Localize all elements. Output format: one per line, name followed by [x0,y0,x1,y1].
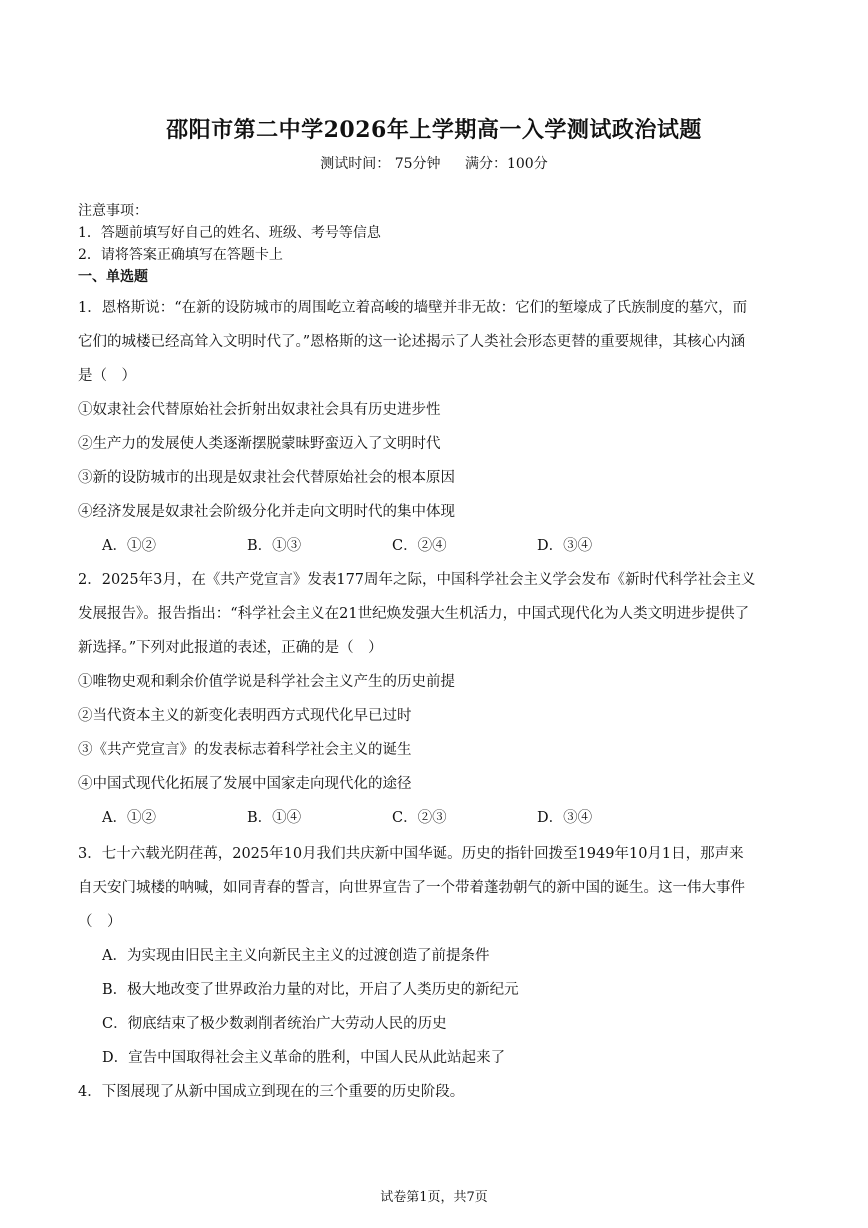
option-b: B．①④ [247,810,302,826]
score-label: 满分：100分 [464,156,548,172]
option-a: A．①② [102,810,156,826]
statement: ②当代资本主义的新变化表明西方式现代化早已过时 [78,708,412,724]
option-c: C．②④ [392,538,447,554]
option-d: D．③④ [537,810,593,826]
notice-item: 2．请将答案正确填写在答题卡上 [78,247,283,263]
statement: ③新的设防城市的出现是奴隶社会代替原始社会的根本原因 [78,470,455,486]
statement: ③《共产党宣言》的发表标志着科学社会主义的诞生 [78,742,412,758]
option-a: A．①② [102,538,156,554]
statement: ①唯物史观和剩余价值学说是科学社会主义产生的历史前提 [78,674,455,690]
question-stem-line: 2．2025年3月，在《共产党宣言》发表177周年之际，中国科学社会主义学会发布《新时代科学社会主义 [78,572,756,588]
statement: ②生产力的发展使人类逐渐摆脱蒙昧野蛮迈入了文明时代 [78,436,441,452]
option-d: D．③④ [537,538,593,554]
exam-meta [0,153,868,173]
question-stem-line: 自天安门城楼的呐喊，如同青春的誓言，向世界宣告了一个带着蓬勃朝气的新中国的诞生。这一伟大事件 [78,880,745,896]
option-b: B．①③ [247,538,302,554]
time-label: 测试时间： 75分钟 [320,156,441,172]
page-title: 邵阳市第二中学2026年上学期高一入学测试政治试题 [166,117,702,143]
question-stem-line: 4．下图展现了从新中国成立到现在的三个重要的历史阶段。 [78,1084,465,1100]
statement: ④中国式现代化拓展了发展中国家走向现代化的途径 [78,776,412,792]
question-stem-line: 1．恩格斯说：“在新的设防城市的周围屹立着高峻的墙壁并非无故：它们的堑壕成了氏族制度的墓穴，而 [78,300,748,316]
choice: A．为实现由旧民主主义向新民主主义的过渡创造了前提条件 [102,948,490,964]
notice-heading: 注意事项： [78,203,148,219]
page-footer: 试卷第1页，共7页 [380,1190,488,1205]
choice: B．极大地改变了世界政治力量的对比，开启了人类历史的新纪元 [102,982,519,998]
question-stem-line: 是（ ） [78,368,136,384]
statement: ④经济发展是奴隶社会阶级分化并走向文明时代的集中体现 [78,504,455,520]
option-row [102,534,682,555]
question-stem-line: （ ） [78,914,122,930]
section-title: 一、单选题 [78,269,148,285]
option-row [102,806,682,827]
question-stem-line: 它们的城楼已经高耸入文明时代了。”恩格斯的这一论述揭示了人类社会形态更替的重要规律，其核心内涵 [78,334,746,350]
notice-item: 1．答题前填写好自己的姓名、班级、考号等信息 [78,225,381,241]
choice: C．彻底结束了极少数剥削者统治广大劳动人民的历史 [102,1016,447,1032]
statement: ①奴隶社会代替原始社会折射出奴隶社会具有历史进步性 [78,402,441,418]
question-stem-line: 3．七十六载光阴荏苒，2025年10月我们共庆新中国华诞。历史的指针回拨至1949年10月1日，那声来 [78,846,744,862]
choice: D．宣告中国取得社会主义革命的胜利，中国人民从此站起来了 [102,1050,506,1066]
question-stem-line: 新选择。”下列对此报道的表述，正确的是（ ） [78,640,383,656]
option-c: C．②③ [392,810,447,826]
question-stem-line: 发展报告》。报告指出：“科学社会主义在21世纪焕发强大生机活力，中国式现代化为人类文明进步提供了 [78,606,750,622]
